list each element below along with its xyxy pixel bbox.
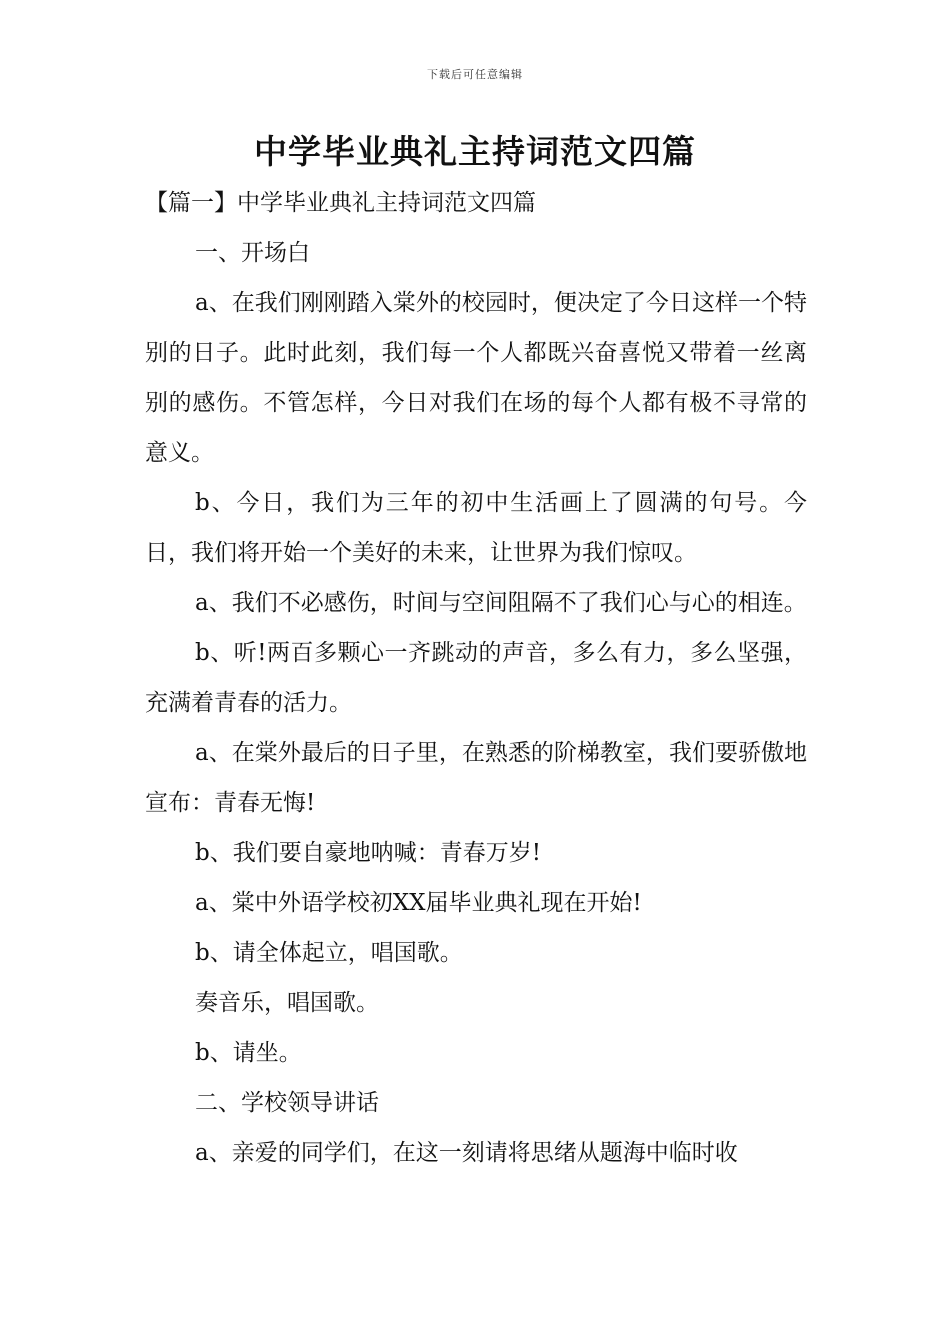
paragraph: b、今日，我们为三年的初中生活画上了圆满的句号。今日，我们将开始一个美好的未来，让世界为我们惊叹。 — [145, 490, 807, 566]
paragraph: b、请全体起立，唱国歌。 — [195, 940, 463, 966]
paragraph: b、请坐。 — [195, 1040, 302, 1066]
paragraph: 奏音乐，唱国歌。 — [195, 990, 379, 1016]
paragraph: b、我们要自豪地呐喊：青春万岁! — [195, 840, 541, 866]
section-heading: 【篇一】中学毕业典礼主持词范文四篇 — [145, 190, 536, 216]
paragraph: a、在我们刚刚踏入棠外的校园时，便决定了今日这样一个特别的日子。此时此刻，我们每一个人都既兴奋喜悦又带着一丝离别的感伤。不管怎样，今日对我们在场的每个人都有极不寻常的意义。 — [145, 290, 807, 466]
paragraph: a、棠中外语学校初XX届毕业典礼现在开始! — [195, 890, 642, 916]
paragraph: a、亲爱的同学们，在这一刻请将思绪从题海中临时收 — [195, 1140, 738, 1166]
document-body — [145, 178, 807, 1178]
header-note: 下载后可任意编辑 — [427, 68, 523, 81]
paragraph: a、在棠外最后的日子里，在熟悉的阶梯教室，我们要骄傲地宣布：青春无悔! — [145, 740, 807, 816]
paragraph: a、我们不必感伤，时间与空间阻隔不了我们心与心的相连。 — [195, 590, 807, 616]
paragraph: 二、学校领导讲话 — [195, 1090, 379, 1116]
paragraph: 一、开场白 — [195, 240, 310, 266]
document-title: 中学毕业典礼主持词范文四篇 — [254, 132, 696, 171]
paragraph: b、听!两百多颗心一齐跳动的声音，多么有力，多么坚强，充满着青春的活力。 — [145, 640, 807, 716]
